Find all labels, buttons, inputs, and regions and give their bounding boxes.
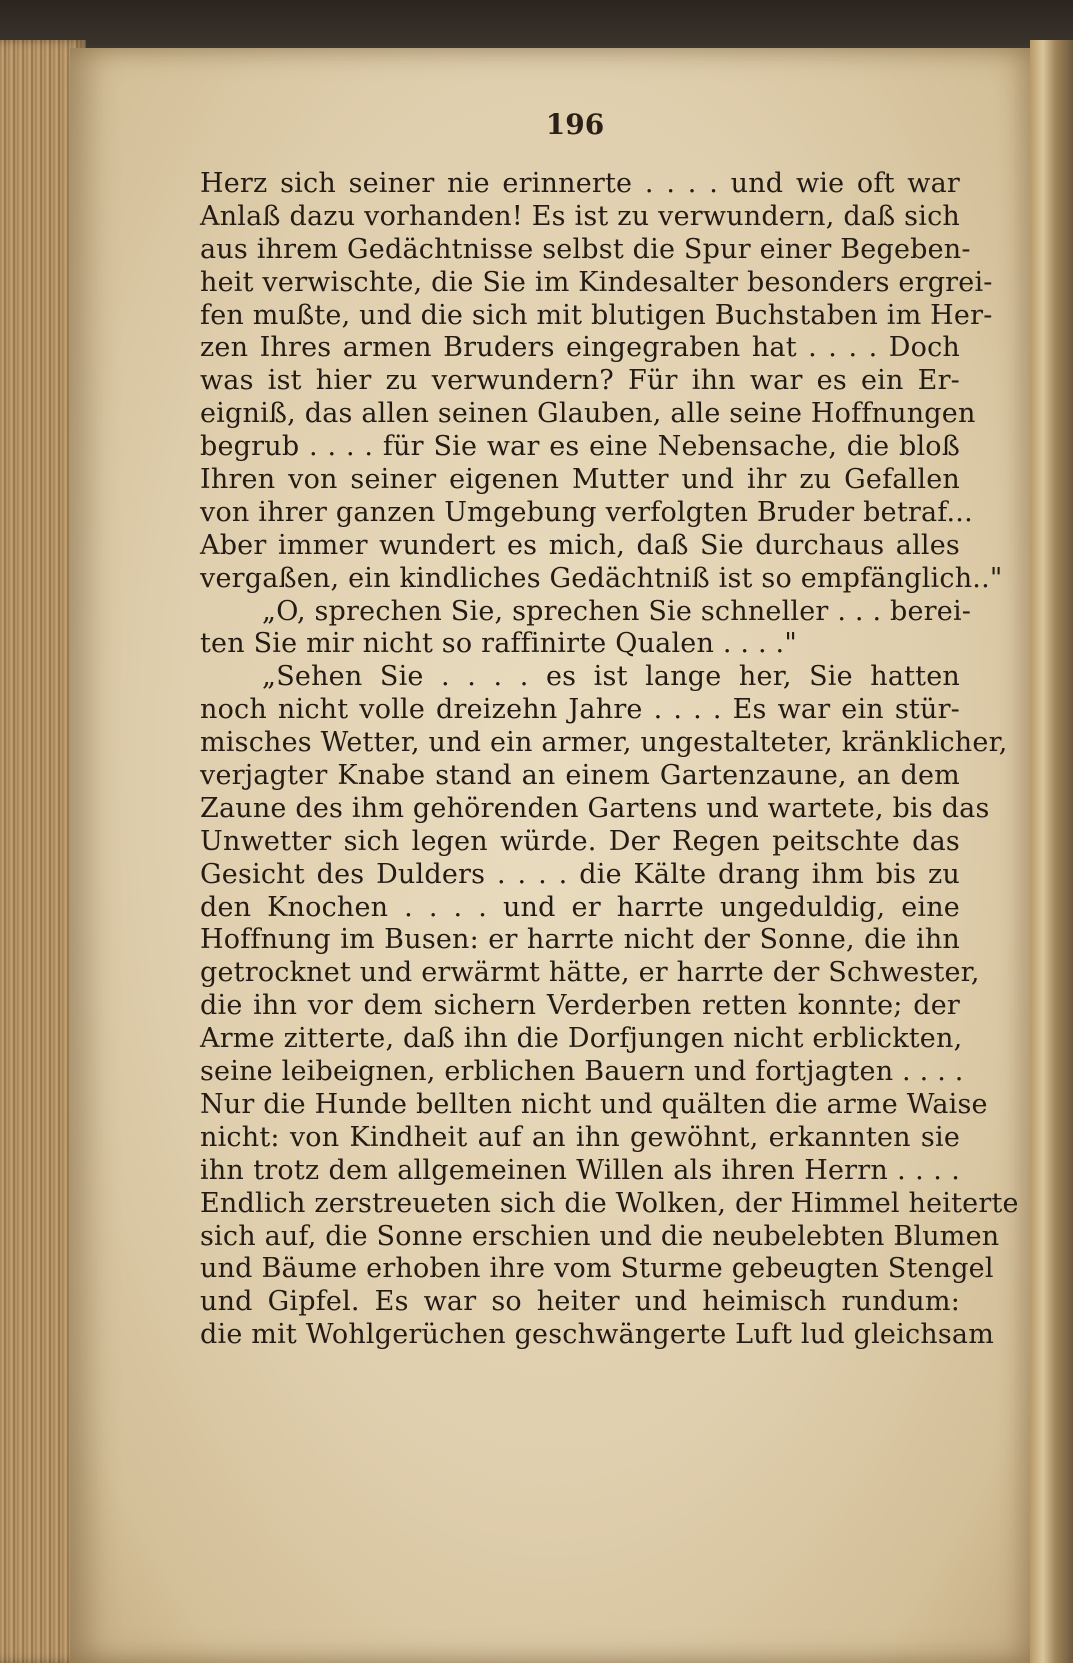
page-body-text (200, 168, 1019, 1352)
text-line: verjagter Knabe stand an einem Gartenzaune, an dem (200, 760, 960, 792)
text-line: Gesicht des Dulders . . . . die Kälte drang ihm bis zu (200, 858, 960, 890)
text-line: heit verwischte, die Sie im Kindesalter besonders ergrei- (200, 266, 993, 298)
text-line: Unwetter sich legen würde. Der Regen peitschte das (200, 825, 960, 857)
text-line: vergaßen, ein kindliches Gedächtniß ist so empfänglich.." (200, 562, 1003, 594)
text-line: „Sehen Sie . . . . es ist lange her, Sie hatten (262, 661, 960, 693)
text-line: was ist hier zu verwundern? Für ihn war es ein Er- (200, 365, 960, 397)
text-line: und Gipfel. Es war so heiter und heimisch rundum: (200, 1286, 960, 1318)
text-line: misches Wetter, und ein armer, ungestalteter, kränklicher, (200, 727, 1008, 759)
text-line: Ihren von seiner eigenen Mutter und ihr zu Gefallen (200, 464, 960, 496)
text-line: begrub . . . . für Sie war es eine Nebensache, die bloß (200, 431, 960, 463)
text-line: ten Sie mir nicht so raffinirte Qualen . . . ." (200, 628, 797, 660)
text-line: fen mußte, und die sich mit blutigen Buchstaben im Her- (200, 299, 993, 331)
text-line: Zaune des ihm gehörenden Gartens und wartete, bis das (200, 792, 990, 824)
text-line: Arme zitterte, daß ihn die Dorfjungen nicht erblickten, (200, 1023, 963, 1055)
text-line: zen Ihres armen Bruders eingegraben hat . . . . Doch (200, 332, 960, 364)
text-line: Hoffnung im Busen: er harrte nicht der Sonne, die ihn (200, 924, 960, 956)
text-line: sich auf, die Sonne erschien und die neubelebten Blumen (200, 1220, 1000, 1252)
page-number: 196 (545, 108, 605, 141)
text-line: eigniß, das allen seinen Glauben, alle seine Hoffnungen (200, 398, 976, 430)
text-line: aus ihrem Gedächtnisse selbst die Spur einer Begeben- (200, 233, 971, 265)
text-line: noch nicht volle dreizehn Jahre . . . . Es war ein stür- (200, 694, 960, 726)
text-line: seine leibeignen, erblichen Bauern und fortjagten . . . . (200, 1056, 964, 1088)
text-line: Endlich zerstreueten sich die Wolken, der Himmel heiterte (200, 1187, 1019, 1219)
text-line: „O, sprechen Sie, sprechen Sie schneller . . . berei- (262, 595, 972, 627)
text-line: nicht: von Kindheit auf an ihn gewöhnt, erkannten sie (200, 1121, 960, 1153)
right-page-edge (1030, 40, 1073, 1663)
text-line: getrocknet und erwärmt hätte, er harrte der Schwester, (200, 957, 980, 989)
text-line: und Bäume erhoben ihre vom Sturme gebeugten Stengel (200, 1253, 994, 1285)
text-line: die ihn vor dem sichern Verderben retten konnte; der (200, 990, 960, 1022)
text-line: Nur die Hunde bellten nicht und quälten die arme Waise (200, 1088, 988, 1120)
text-line: die mit Wohlgerüchen geschwängerte Luft lud gleichsam (200, 1319, 995, 1351)
text-line: von ihrer ganzen Umgebung verfolgten Bruder betraf... (200, 496, 973, 528)
text-line: Anlaß dazu vorhanden! Es ist zu verwundern, daß sich (200, 200, 960, 232)
text-line: ihn trotz dem allgemeinen Willen als ihren Herrn . . . . (200, 1154, 960, 1186)
text-line: Herz sich seiner nie erinnerte . . . . und wie oft war (200, 168, 960, 199)
text-line: den Knochen . . . . und er harrte ungeduldig, eine (200, 891, 960, 923)
text-line: Aber immer wundert es mich, daß Sie durchaus alles (200, 529, 960, 561)
